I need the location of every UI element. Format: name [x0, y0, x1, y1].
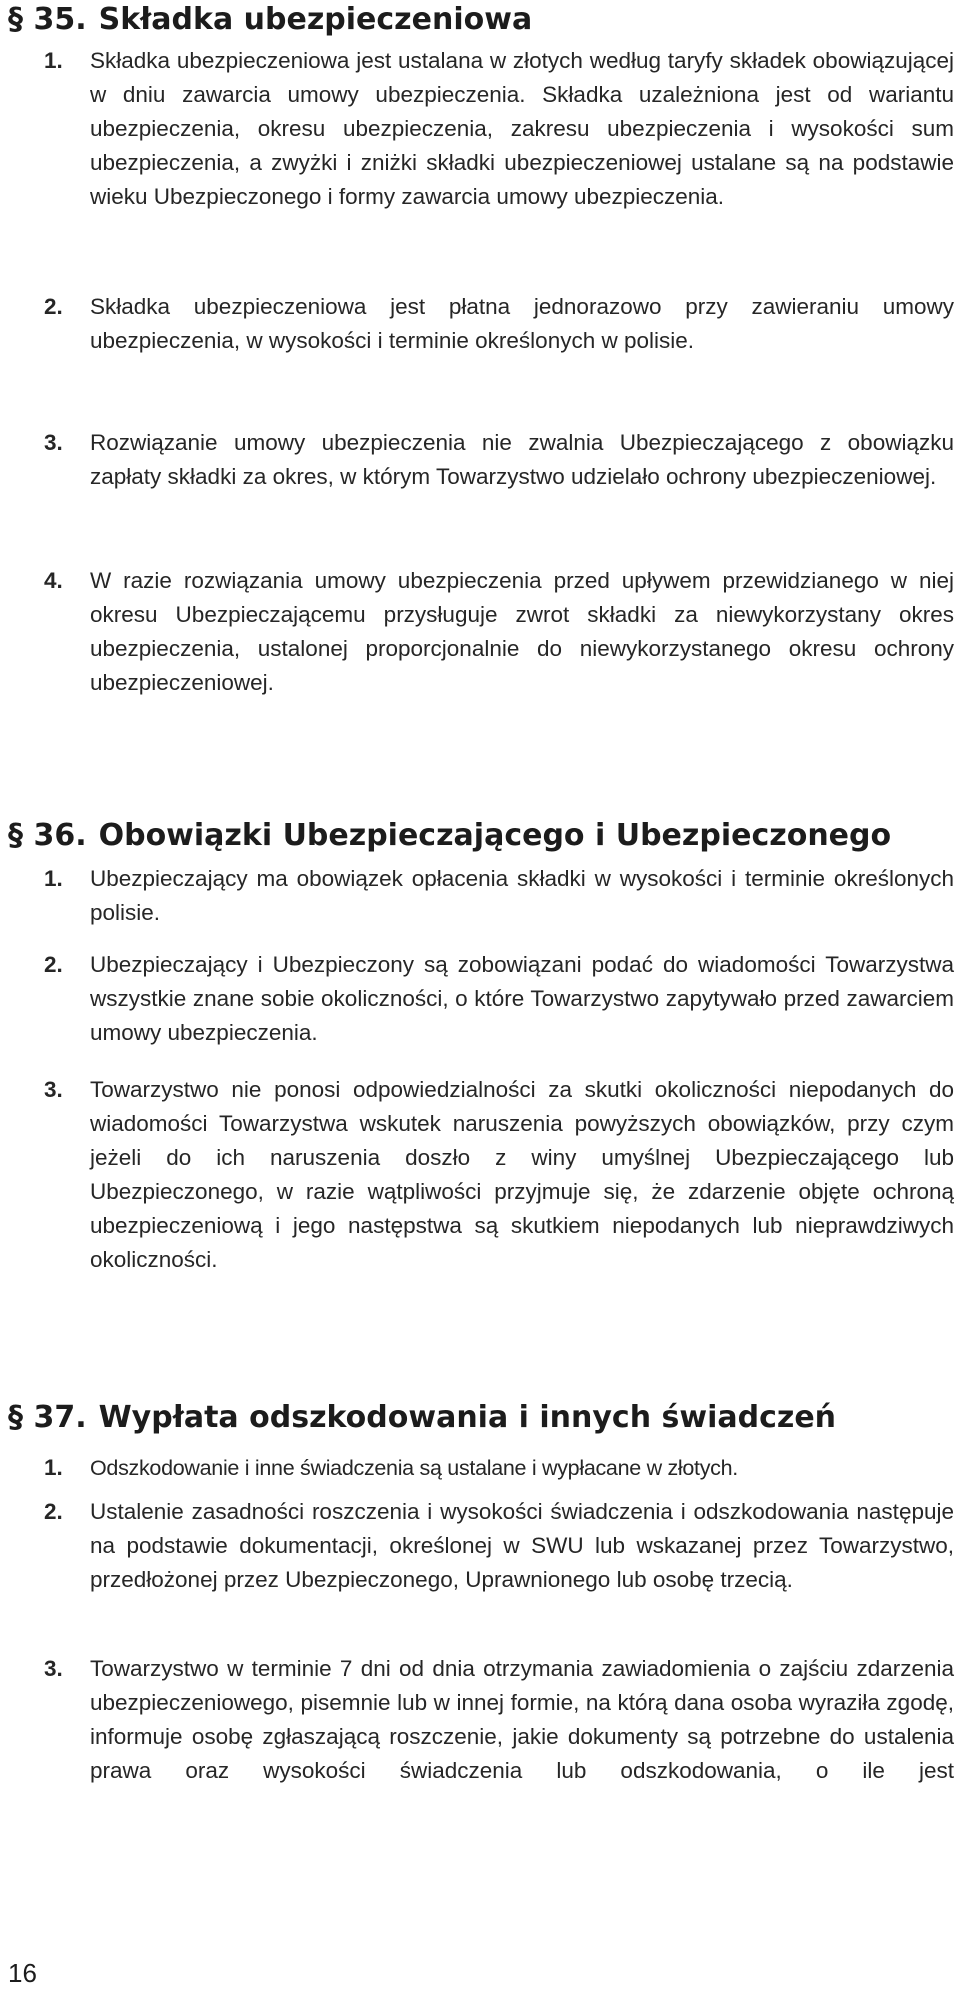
item-number: 2. — [44, 952, 63, 977]
item-text: Towarzystwo nie ponosi odpowiedzialności za skutki okoliczności niepodanych do wiadomości Towarzystwa wskutek naruszenia powyższych obowiązków, przy czym jeżeli do ich naruszenia doszło z winy umyślnej Ubezpieczającego lub Ubezpieczonego, w razie wątpliwości przyjmuje się, że zdarzenie objęte ochroną ubezpieczeniową i jego następstwa są skutkiem niepodanych lub nieprawdziwych okoliczności. — [90, 1077, 954, 1272]
item-text: Ubezpieczający ma obowiązek opłacenia składki w wysokości i terminie określonych polisie. — [90, 866, 954, 925]
item-number: 3. — [44, 430, 63, 455]
item-number: 2. — [44, 1499, 63, 1524]
item-number: 3. — [44, 1077, 63, 1102]
section-heading — [8, 818, 891, 854]
item-number: 1. — [44, 48, 63, 73]
section-heading — [8, 2, 532, 38]
item-text: Ubezpieczający i Ubezpieczony są zobowiązani podać do wiadomości Towarzystwa wszystkie znane sobie okoliczności, o które Towarzystwo zapytywało przed zawarciem umowy ubezpieczenia. — [90, 952, 954, 1045]
item-number: 3. — [44, 1656, 63, 1681]
section-heading — [8, 1400, 836, 1436]
item-number: 2. — [44, 294, 63, 319]
item-text: Składka ubezpieczeniowa jest płatna jednorazowo przy zawieraniu umowy ubezpieczenia, w wysokości i terminie określonych w polisie. — [90, 294, 954, 353]
item-number: 1. — [44, 866, 63, 891]
item-text: Towarzystwo w terminie 7 dni od dnia otrzymania zawiadomienia o zajściu zdarzenia ubezpieczeniowego, pisemnie lub w innej formie, na którą dana osoba wyraziła zgodę, informuje osobę zgłaszającą roszczenie, jakie dokumenty są potrzebne do ustalenia prawa oraz wysokości świadczenia lub odszkodowania, o ile jest — [90, 1656, 954, 1783]
item-number: 1. — [44, 1455, 63, 1480]
section-number: § 35. — [8, 2, 87, 37]
item-text: Ustalenie zasadności roszczenia i wysokości świadczenia i odszkodowania następuje na podstawie dokumentacji, określonej w SWU lub wskazanej przez Towarzystwo, przedłożonej przez Ubezpieczonego, Uprawnionego lub osobę trzecią. — [90, 1499, 954, 1592]
page-number: 16 — [8, 1958, 37, 1988]
item-text: Rozwiązanie umowy ubezpieczenia nie zwalnia Ubezpieczającego z obowiązku zapłaty składki za okres, w którym Towarzystwo udzielało ochrony ubezpieczeniowej. — [90, 430, 954, 489]
section-title: Składka ubezpieczeniowa — [98, 2, 533, 37]
section-title: Obowiązki Ubezpieczającego i Ubezpieczonego — [98, 818, 892, 853]
section-number: § 37. — [8, 1400, 87, 1435]
item-text: W razie rozwiązania umowy ubezpieczenia przed upływem przewidzianego w niej okresu Ubezpieczającemu przysługuje zwrot składki za niewykorzystany okres ubezpieczenia, ustalonej proporcjonalnie do niewykorzystanego okresu ochrony ubezpieczeniowej. — [90, 568, 954, 695]
item-text: Składka ubezpieczeniowa jest ustalana w złotych według taryfy składek obowiązującej w dniu zawarcia umowy ubezpieczenia. Składka uzależniona jest od wariantu ubezpieczenia, okresu ubezpieczenia, zakresu ubezpieczenia i wysokości sum ubezpieczenia, a zwyżki i zniżki składki ubezpieczeniowej ustalane są na podstawie wieku Ubezpieczonego i formy zawarcia umowy ubezpieczenia. — [90, 48, 954, 209]
item-text: Odszkodowanie i inne świadczenia są ustalane i wypłacane w złotych. — [90, 1456, 738, 1480]
item-number: 4. — [44, 568, 63, 593]
section-title: Wypłata odszkodowania i innych świadczeń — [98, 1400, 837, 1435]
section-number: § 36. — [8, 818, 87, 853]
